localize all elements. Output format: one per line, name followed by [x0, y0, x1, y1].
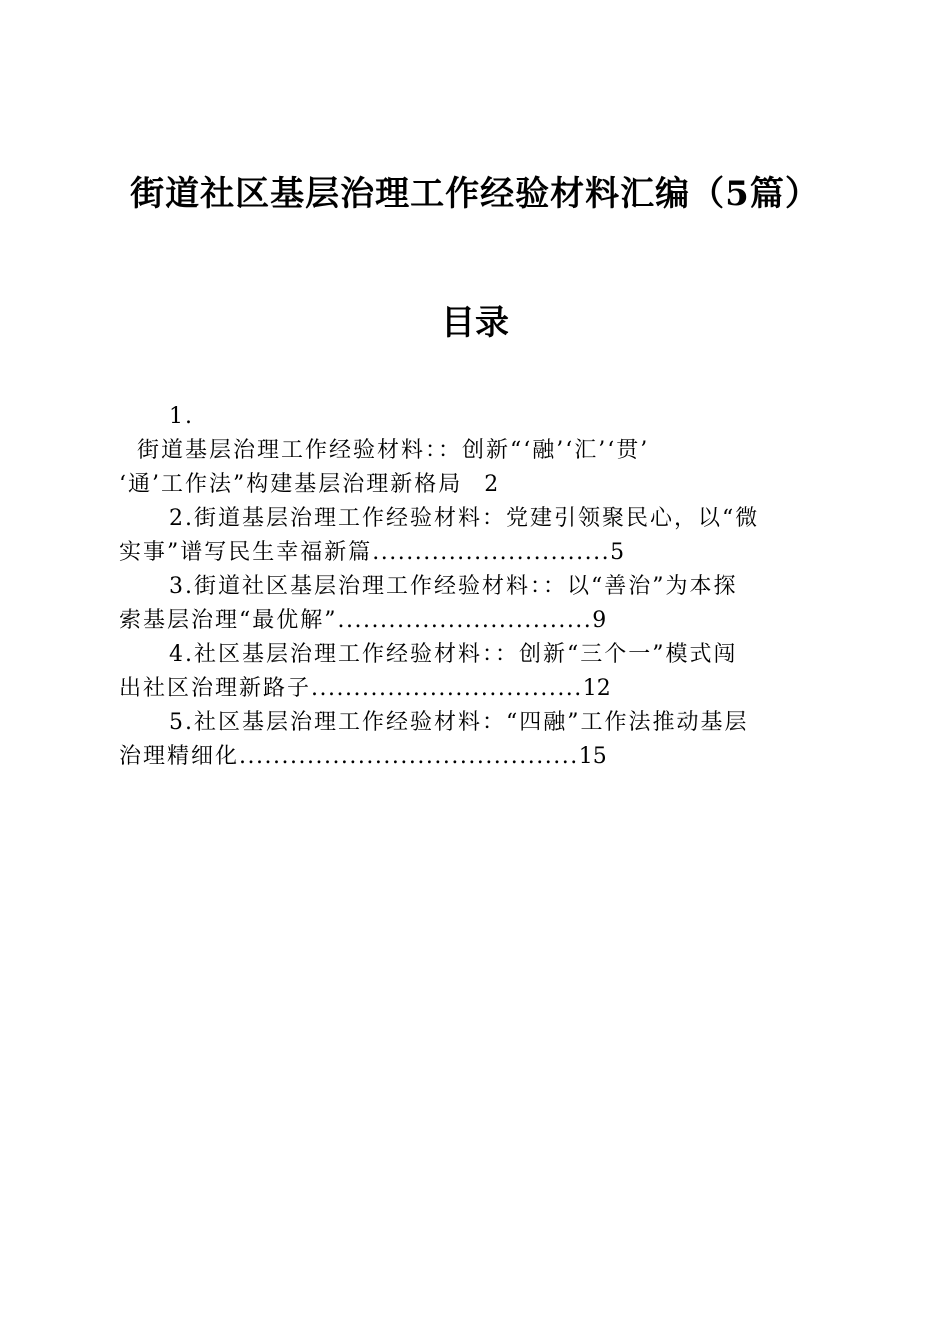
toc-entry-5-page-number: 15 [578, 744, 607, 769]
toc-entry-2-page-number: 5 [610, 540, 625, 565]
toc-entry-4-leader-dots: ................................ [311, 676, 583, 701]
toc-entry-2-title-line-2[interactable] [119, 536, 824, 570]
toc-entry-5-title-line-1[interactable] [119, 706, 824, 740]
toc-entry-4-page-number: 12 [582, 676, 611, 701]
toc-entry-3-number: 3. [169, 574, 194, 599]
toc-entry-1-number: 1. [169, 404, 194, 429]
toc-entry-4-title-line-1[interactable] [119, 638, 824, 672]
toc-entry-1-page-number: 2 [484, 472, 499, 497]
toc-entry-3-title: 街道社区基层治理工作经验材料：：以“善治”为本探 [194, 574, 738, 599]
toc-entry-5-title: 社区基层治理工作经验材料：“四融”工作法推动基层 [194, 710, 749, 735]
toc-entry-3-leader-dots: .............................. [337, 608, 593, 633]
toc-entry-3-title-line-1[interactable] [119, 570, 824, 604]
document-title: 街道社区基层治理工作经验材料汇编（5篇） [130, 174, 820, 214]
table-of-contents [119, 400, 824, 774]
toc-entry-2-title: 街道基层治理工作经验材料：党建引领聚民心，以“微 [194, 506, 760, 531]
toc-entry-1-title-line-1[interactable] [119, 434, 824, 468]
toc-heading: 目录 [441, 303, 509, 343]
toc-entry-5-number: 5. [169, 710, 194, 735]
toc-entry-1-title: 街道基层治理工作经验材料：：创新“‘融’‘汇’‘贯’ [137, 438, 650, 463]
toc-entry-2-title-continued: 实事”谱写民生幸福新篇 [119, 540, 373, 565]
toc-entry-2-title-line-1[interactable] [119, 502, 824, 536]
toc-entry-4-title-continued: 出社区治理新路子 [119, 676, 312, 701]
toc-entry-3-title-continued: 索基层治理“最优解” [119, 608, 338, 633]
toc-entry-4-title: 社区基层治理工作经验材料：：创新“三个一”模式闯 [194, 642, 738, 667]
toc-entry-2-leader-dots: ............................ [372, 540, 611, 565]
toc-entry-1-title-line-2[interactable] [119, 468, 824, 502]
toc-entry-1-title-continued: ‘通’工作法”构建基层治理新格局 [119, 472, 463, 497]
toc-entry-1-number-line [119, 400, 824, 434]
toc-entry-4-title-line-2[interactable] [119, 672, 824, 706]
toc-entry-5-title-continued: 治理精细化 [119, 744, 240, 769]
toc-entry-2-number: 2. [169, 506, 194, 531]
toc-entry-5-title-line-2[interactable] [119, 740, 824, 774]
toc-entry-4-number: 4. [169, 642, 194, 667]
toc-entry-3-title-line-2[interactable] [119, 604, 824, 638]
toc-entry-3-page-number: 9 [592, 608, 607, 633]
toc-entry-5-leader-dots: ........................................ [239, 744, 579, 769]
